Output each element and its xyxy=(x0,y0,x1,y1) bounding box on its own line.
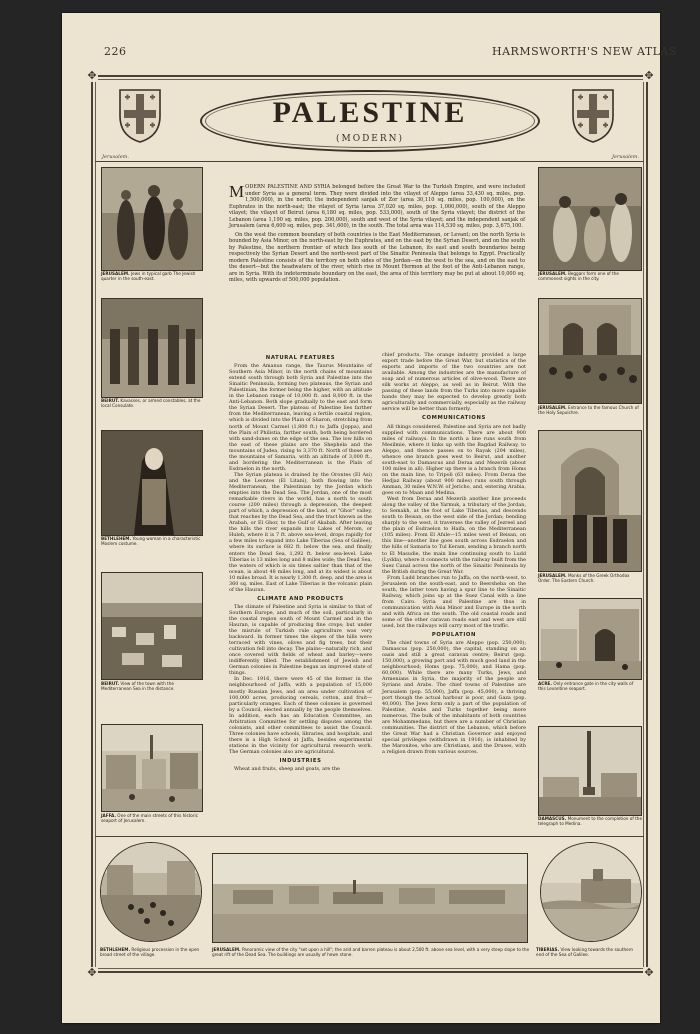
page-subtitle: (MODERN) xyxy=(335,134,405,144)
photo-bethlehem-woman xyxy=(101,430,203,536)
paragraph: The Syrian plateau is drained by the Orontes (El Asi) and the Leontes (El Litani), both flowing into the Mediterranean, the Palestinian by the Jordan which empties into the Dead Sea. The Jordan, one of the most remarkable rivers in the world, has a north to south course (200 miles) through a depression, the deepest part of which, a depression of the land, or "Ghor" valley, that reaches by the Dead Sea, and the tract known as the Arabah, or El Ghor, to the Gulf of Akabah. After leaving the hills the river expands into Lakes of Merom, or Huleh, where it is 7 ft. above sea-level, drops rapidly for a few miles to expand into Lake Tiberias (Sea of Galilee), where its surface is 682 ft. below the sea, and finally enters the Dead Sea, 1,292 ft. below sea-level. Lake Tiberias is 13 miles long and 8 miles wide; the Dead Sea, the waters of which is six times saltier than that of the ocean, is about 48 miles long, and at its widest is about 10 miles broad. It is nearly 1,300 ft. deep, and the area is 360 sq. miles. East of Lake Tiberias is the volcanic plain of the Hauran. xyxy=(229,471,372,593)
corner-ornament-icon: ✥ xyxy=(644,966,654,979)
text-column-left xyxy=(229,352,372,772)
header-divider xyxy=(95,161,644,162)
photo-jerusalem-jews xyxy=(101,167,203,271)
paragraph: The chief towns of Syria are Aleppo (pop. 250,000); Damascus (pop. 250,000), the capital, standing on an oasis and still a great caravan centre; Beirut (pop. 150,000), a growing port and with much good land in the neighbourhood; Homs (pop. 75,000), and Hama (pop. 60,000). While there are many Turks, Jews, and Armenians in Syria, the majority of the people are Syrians and Arabs. The chief towns of Palestine are Jerusalem (pop. 55,000), Jaffa (pop. 45,000), a thriving port though the actual harbour is poor, and Gaza (pop. 40,000). The Jews form only a part of the population of Palestine, Arabs and Turks together being more numerous. The bulk of the inhabitants of both countries are Mohammedans, but there are a number of Christian communities. The district of the Lebanon, which before the Great War had a Christian Governor and enjoyed special privileges (withdrawn in 1916), is inhabited by the Maronites, who are Christians, and the Druses, with a religion drawn from various sources. xyxy=(382,640,526,755)
caption-jerusalem-beggars: JERUSALEM. Beggars form one of the commonest sights in the city. xyxy=(538,271,619,282)
corner-ornament-icon: ✥ xyxy=(87,69,97,82)
caption-bethlehem-procession: BETHLEHEM. Religious procession in the open broad street of the village. xyxy=(100,947,200,958)
photo-damascus-monument xyxy=(538,726,642,816)
paragraph: Wheat and fruits, sheep and goats, are the xyxy=(234,766,340,773)
paragraph: From the Amanus range, the Taurus Mountains of Southern Asia Minor, in the north chains of mountains extend south through both Syria and Palestine into the Sinaitic Peninsula, forming two plateaus, the Syrian and Palestinian, the former being the higher, with an altitude in the Lebanon range of 10,000 ft. and 8,000 ft. in the Anti-Lebanon. Both slope gradually to the east and form the Syrian Desert. The plateau of Palestine lies farther from the Mediterranean, leaving a fertile coastal region, which is divided into the Plain of Sharon, stretching from north of Mount Carmel (1,800 ft.) to Jaffa (Joppa), and the Plain of Philistia, farther south, both being bordered with sand-dunes on the edge of the sea. The low hills on the east of these plains are the Shephela and the mountains of Judea, rising to 3,370 ft. North of these are the mountains of Samaria, with an altitude of 3,000 ft., and bordering the Mediterranean is the Plain of Esdraelon in the north. xyxy=(229,363,372,472)
arms-caption-right: Jerusalem. xyxy=(612,154,640,160)
footer-divider xyxy=(95,836,644,837)
text-column-right xyxy=(382,352,526,755)
photo-tiberias xyxy=(540,842,642,942)
heading-industries: INDUSTRIES xyxy=(279,758,322,765)
intro-lead: ODERN PALESTINE AND SYRIA xyxy=(245,184,331,190)
caption-jaffa-street: JAFFA. One of the main streets of this historic seaport of Jerusalem. xyxy=(101,813,199,824)
caption-greek-monks: JERUSALEM. Monks of the Greek Orthodox Order. The Eastern Church. xyxy=(538,573,630,584)
page-number: 226 xyxy=(104,45,127,58)
intro-paragraph-2: On the west the common boundary of both countries is the East Mediterranean, or Levant; on the north Syria is bounded by Asia Minor, on the north-east by the Euphrates, and on the east by the Syrian Desert, and on the south by Palestine, the northern frontier of which lies south of the Lebanon, its east and south boundaries being respectively the Syrian Desert and the north-west part of the Sinaitic Peninsula that belongs to Egypt. Practically modern Palestine consists of the territory on both sides of the Jordan—on the west to the sea, and on the east to the desert—but the headwaters of the river, which rise in Mount Hermon at the foot of the Anti-Lebanon range, are in Syria. With its indeterminate boundary on the east, the area of this territory may be put at about 10,000 sq. miles, with upwards of 500,000 population. xyxy=(229,231,525,283)
heading-climate: CLIMATE AND PRODUCTS xyxy=(257,595,344,602)
caption-jerusalem-panorama: JERUSALEM. Panoramic view of the city "set upon a hill"; the arid and barren plateau is about 2,500 ft. above sea level, with a very steep slope to the great rift of the Dead Sea. The buildings are usually of hewn stone. xyxy=(212,947,530,958)
caption-holy-sepulchre: JERUSALEM. Entrance to the famous Church of the Holy Sepulchre. xyxy=(538,405,639,416)
photo-jerusalem-beggars xyxy=(538,167,642,271)
caption-beirut-view: BEIRUT. View of the town with the Mediterranean Sea in the distance. xyxy=(101,681,175,692)
caption-tiberias: TIBERIAS. View looking towards the southern end of the Sea of Galilee. xyxy=(536,947,634,958)
corner-ornament-icon: ✥ xyxy=(87,966,97,979)
intro-text xyxy=(229,184,525,286)
heading-natural-features: NATURAL FEATURES xyxy=(265,355,336,361)
paragraph: In Dec. 1916, there were 45 of the former in the neighbourhood of Jaffa, with a population of 15,000 mostly Russian Jews, and an area under cultivation of 100,000 acres, producing cereals, cotton, and fruit—particularly oranges. Each of these colonies is governed by a Council, elected annually by the people themselves. In addition, each has an Education Committee, an Arbitration Committee for settling disputes among the colonists, and other committees to assist the Council. Three colonies have schools, libraries, and hospitals, and there is a High School at Jaffa, besides experimental stations in the vicinity for agricultural research work. The German colonies also are agricultural. xyxy=(229,676,372,755)
intro-paragraph-1: belonged before the Great War to the Turkish Empire, and were included under Syria as a general term. They were divided into the vilayet of Aleppo (area 33,430 sq. miles, pop. 1,500,000), in the north; the independent sanjak of Zor (area 30,110 sq. miles, pop. 100,000), on the Euphrates in the north-east; the vilayet of Syria (area 37,020 sq. miles, pop. 1,000,000), south of the Aleppo vilayet; the vilayet of Beirut (area 6,180 sq. miles, pop. 533,000), south of the Syria vilayet; the district of the Lebanon (area 1,190 sq. miles, pop. 200,000), south and west of the Syria vilayet; and the independent sanjak of Jerusalem (area 6,600 sq. miles, pop. 341,600), in the south. The total area was 114,530 sq. miles, pop. 3,675,100. xyxy=(229,184,525,229)
drop-cap: M xyxy=(229,182,245,201)
photo-holy-sepulchre xyxy=(538,298,642,404)
jerusalem-cross-shield-icon xyxy=(116,86,164,144)
heading-population: POPULATION xyxy=(431,632,477,639)
photo-beirut-view xyxy=(101,572,203,680)
heading-communications: COMMUNICATIONS xyxy=(422,415,486,422)
arms-caption-left: Jerusalem. xyxy=(102,154,130,160)
paragraph: The climate of Palestine and Syria is similar to that of Southern Europe, and much of the soil, particularly in the coastal region south of Mount Carmel and in the Hauran, is capable of producing fine crops; but under the misrule of Turkish rule agriculture was very backward. In former times the slopes of the hills were terraced with vines, olives and fig trees, but their cultivation fell into decay. The plains—naturally rich, and once covered with fields of wheat and barley—were indifferently tilled. The establishment of Jewish and German colonies in Palestine began an improved state of things. xyxy=(229,603,372,677)
photo-jaffa-street xyxy=(101,724,203,812)
caption-damascus-monument: DAMASCUS. Monument to the completion of the telegraph to Medina. xyxy=(538,816,643,827)
page-title: PALESTINE xyxy=(272,96,468,129)
photo-beirut-kavasses xyxy=(101,298,203,398)
photo-jerusalem-panorama xyxy=(212,853,528,943)
caption-beirut-kavasses: BEIRUT. Kavasses, or armed constables, at the local Consulate. xyxy=(101,398,201,409)
paragraph: All things considered, Palestine and Syria are not badly supplied with communications. There are about 900 miles of railways. In the north a line runs south from Mesilmie, where it links up with the Bagdad Railway, to Aleppo, and thence passes on to Rayak (204 miles), whence one branch goes west to Beirut, and another south-east to Damascus and Deraa and Mezerib (about 100 miles in all). Higher up there is a branch from Homs on the main line, to Tripoli (63 miles). From Deraa the Hedjaz Railway (about 900 miles) runs south through Amman, 30 miles W.N.W. of Jericho, and, entering Arabia, goes on to Maan and Medina. xyxy=(382,423,526,497)
caption-acre-gate: ACRE. Only entrance gate in the city walls of this Levantine seaport. xyxy=(538,681,634,692)
corner-ornament-icon: ✥ xyxy=(644,69,654,82)
photo-greek-monks xyxy=(538,430,642,572)
caption-jerusalem-jews: JERUSALEM. Jews in typical garb The Jewish quarter in the south-east. xyxy=(101,271,196,282)
caption-bethlehem-woman: BETHLEHEM. Young woman in a characteristic Moslem costume. xyxy=(101,536,201,547)
photo-acre-gate xyxy=(538,598,642,680)
paragraph: West from Deraa and Mezerib another line proceeds along the valley of the Yarmuk, a tributary of the Jordan, to Semakh, at the foot of Lake Tiberias, and descends south to Beisan, on the west side of the Jordan; bending sharply to the west, it traverses the valley of Jezreel and the plain of Esdraelon to Haifa, on the Mediterranean (105 miles). From El Afule—15 miles west of Beisan, on this line—another line goes south across Esdraelon and the hills of Samaria to Tul Keram, sending a branch north to El Masudie, the main line continuing south to Ludd (Lydda), where it connects with the railway built from the Suez Canal across the north of the Sinaitic Peninsula by the British during the Great War. xyxy=(382,496,526,575)
jerusalem-cross-shield-icon xyxy=(569,86,617,144)
publication-title: HARMSWORTH'S NEW ATLAS xyxy=(492,45,677,58)
photo-bethlehem-procession xyxy=(100,842,202,942)
paragraph: From Ludd branches run to Jaffa, on the north-west, to Jerusalem on the south-east, and to Beersheba on the south, the latter town having a spur line to the Sinaitic Railway, which joins up at the Suez Canal with a line from Cairo. Syria and Palestine are thus in communication with Asia Minor and Europe in the north and with Africa on the south. The old coastal roads and some of the other caravan roads east and west are still used, but the railways will carry most of the traffic. xyxy=(382,574,526,630)
paragraph: chief products. The orange industry provided a large export trade before the Great War, but statistics of the exports and imports of the two countries are not available. Among the industries are the manufacture of soap and of numerous articles of olive-wood. There are silk works at Aleppo, as well as in Beirut. With the passing of these lands from the Turks into more capable hands they may be expected to develop greatly both agriculturally and commercially, especially as the railway service will be better than formerly. xyxy=(382,352,526,413)
